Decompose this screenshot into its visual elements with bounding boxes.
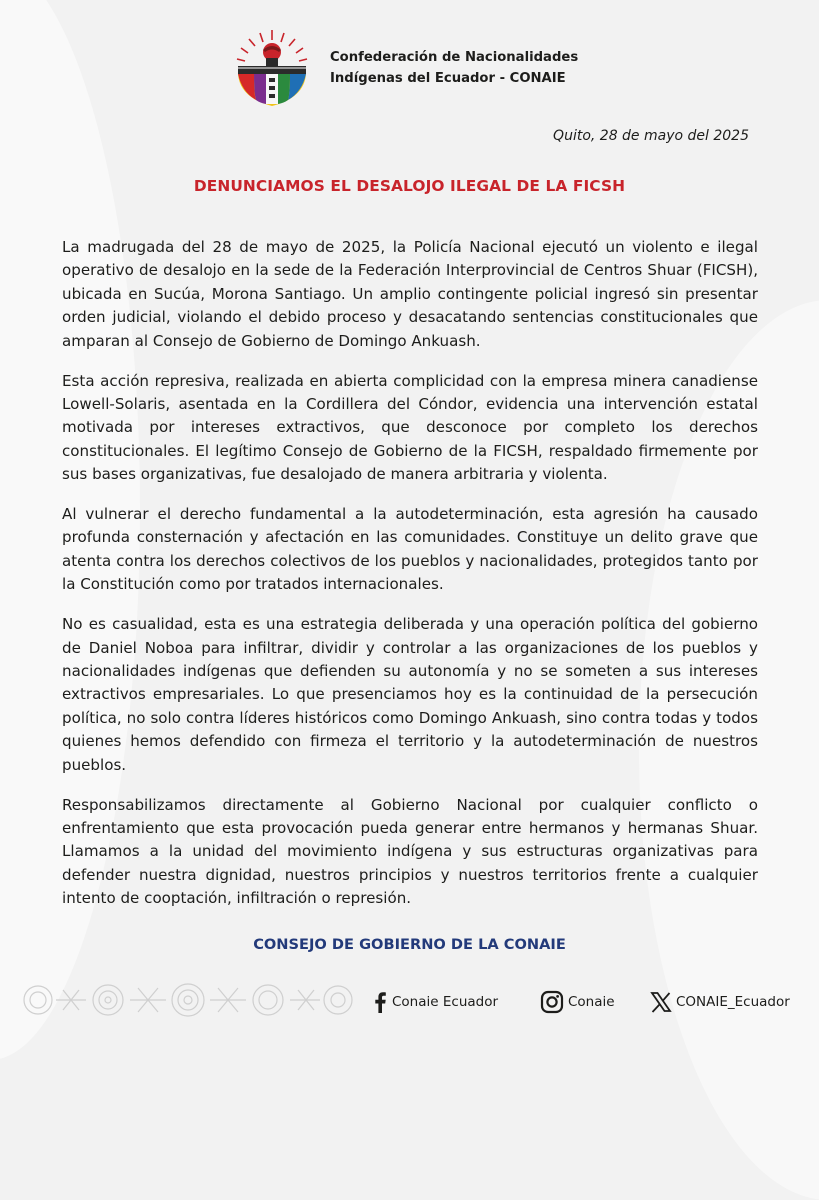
body-paragraph-2: Esta acción represiva, realizada en abierta complicidad con la empresa minera canadiense Lowell-Solaris, asentada en la Cordillera del Cóndor, evidencia una intervención estatal motivada por intereses extractivos, que desconoce por completo los derechos constitucionales. El legítimo Consejo de Gobierno de la FICSH, respaldado firmemente por sus bases organizativas, fue desalojado de manera arbitraria y violenta. [62,371,758,484]
signature: CONSEJO DE GOBIERNO DE LA CONAIE [253,936,566,953]
body-paragraph-3: Al vulnerar el derecho fundamental a la autodeterminación, esta agresión ha causado profunda consternación y afectación en las comunidades. Constituye un delito grave que atenta contra los derechos colectivos de los pueblos y nacionalidades, protegidos tanto por la Constitución como por tratados internacionales. [62,505,758,594]
x-link[interactable] [650,988,790,1016]
instagram-icon [540,990,564,1014]
facebook-link[interactable] [372,988,498,1016]
facebook-icon [372,991,388,1013]
organization-name-line2: Indígenas del Ecuador - CONAIE [330,71,566,86]
letterhead [232,28,578,108]
body-paragraph-5: Responsabilizamos directamente al Gobierno Nacional por cualquier conflicto o enfrentamiento que esta provocación pueda generar entre hermanos y hermanas Shuar. Llamamos a la unidad del movimiento indígena y sus estructuras organizativas para defender nuestra dignidad, nuestros principios y nuestros territorios frente a cualquier intento de cooptación, infiltración o represión. [62,795,758,908]
document-title: DENUNCIAMOS EL DESALOJO ILEGAL DE LA FICSH [193,177,626,195]
decorative-pattern [8,980,368,1020]
organization-name-line1: Confederación de Nacionalidades [330,50,579,65]
document-body [62,236,758,927]
conaie-logo [232,28,312,108]
body-paragraph-1: La madrugada del 28 de mayo de 2025, la Policía Nacional ejecutó un violento e ilegal operativo de desalojo en la sede de la Federación Interprovincial de Centros Shuar (FICSH), ubicada en Sucúa, Morona Santiago. Un amplio contingente policial ingresó sin presentar orden judicial, violando el debido proceso y desacatando sentencias constitucionales que amparan al Consejo de Gobierno de Domingo Ankuash. [62,238,758,350]
facebook-handle: Conaie Ecuador [392,994,499,1010]
x-icon [650,991,672,1013]
body-paragraph-4: No es casualidad, esta es una estrategia deliberada y una operación política del gobierno de Daniel Noboa para infiltrar, dividir y controlar a las organizaciones de los pueblos y nacionalidades indígenas que defienden su autonomía y no se someten a sus intereses extractivos empresariales. Lo que presenciamos hoy es la continuidad de la persecución política, no solo contra líderes históricos como Domingo Ankuash, sino contra todas y todos quienes hemos defendido con firmeza el territorio y la autodeterminación de nuestros pueblos. [62,615,758,774]
instagram-link[interactable] [540,988,615,1016]
document-date: Quito, 28 de mayo del 2025 [553,128,749,144]
organization-name [330,47,578,89]
instagram-handle: Conaie [568,994,615,1010]
x-handle: CONAIE_Ecuador [676,994,790,1010]
